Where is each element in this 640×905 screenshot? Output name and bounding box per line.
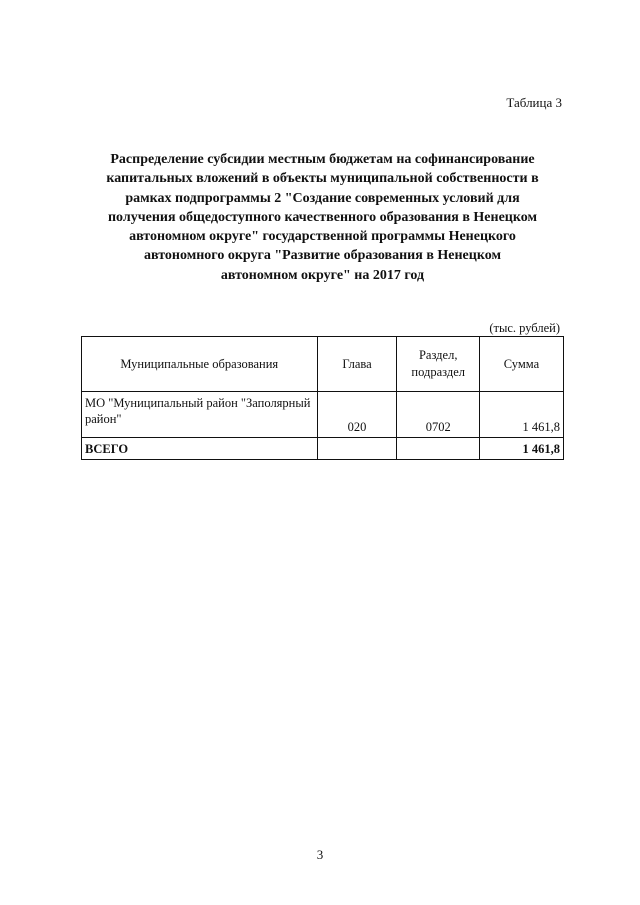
title-line: получения общедоступного качественного образования в Ненецком [107, 209, 538, 225]
municipality-line1: МО "Муниципальный район "Заполярный [85, 396, 311, 410]
title-line: капитальных вложений в объекты муниципальной собственности в [106, 171, 539, 187]
title-line: автономного округа "Развитие образования в Ненецком [144, 248, 501, 264]
total-chapter [317, 438, 397, 460]
subsidy-table [81, 336, 564, 460]
cell-chapter: 020 [317, 392, 397, 438]
header-sum: Сумма [479, 337, 563, 392]
total-section [397, 438, 479, 460]
title-line: автономном округе" на 2017 год [220, 267, 425, 283]
cell-sum: 1 461,8 [479, 392, 563, 438]
cell-section: 0702 [397, 392, 479, 438]
title-line: рамках подпрограммы 2 "Создание современных условий для [125, 190, 520, 206]
title-line: автономном округе" государственной программы Ненецкого [129, 229, 516, 245]
total-label: ВСЕГО [82, 438, 318, 460]
cell-municipality [82, 392, 318, 438]
title-line: Распределение субсидии местным бюджетам на софинансирование [110, 152, 535, 167]
header-chapter: Глава [317, 337, 397, 392]
municipality-line2: район" [85, 412, 122, 426]
header-section-line2: подраздел [411, 365, 466, 379]
units-note: (тыс. рублей) [489, 321, 560, 335]
header-section [397, 337, 479, 392]
document-title [80, 150, 565, 285]
table-number: Таблица 3 [506, 95, 562, 110]
total-row [82, 438, 564, 460]
page-number: 3 [316, 847, 324, 862]
header-municipality: Муниципальные образования [82, 337, 318, 392]
table-header-row [82, 337, 564, 392]
table-row [82, 392, 564, 438]
header-section-line1: Раздел, [418, 348, 458, 362]
total-sum: 1 461,8 [479, 438, 563, 460]
